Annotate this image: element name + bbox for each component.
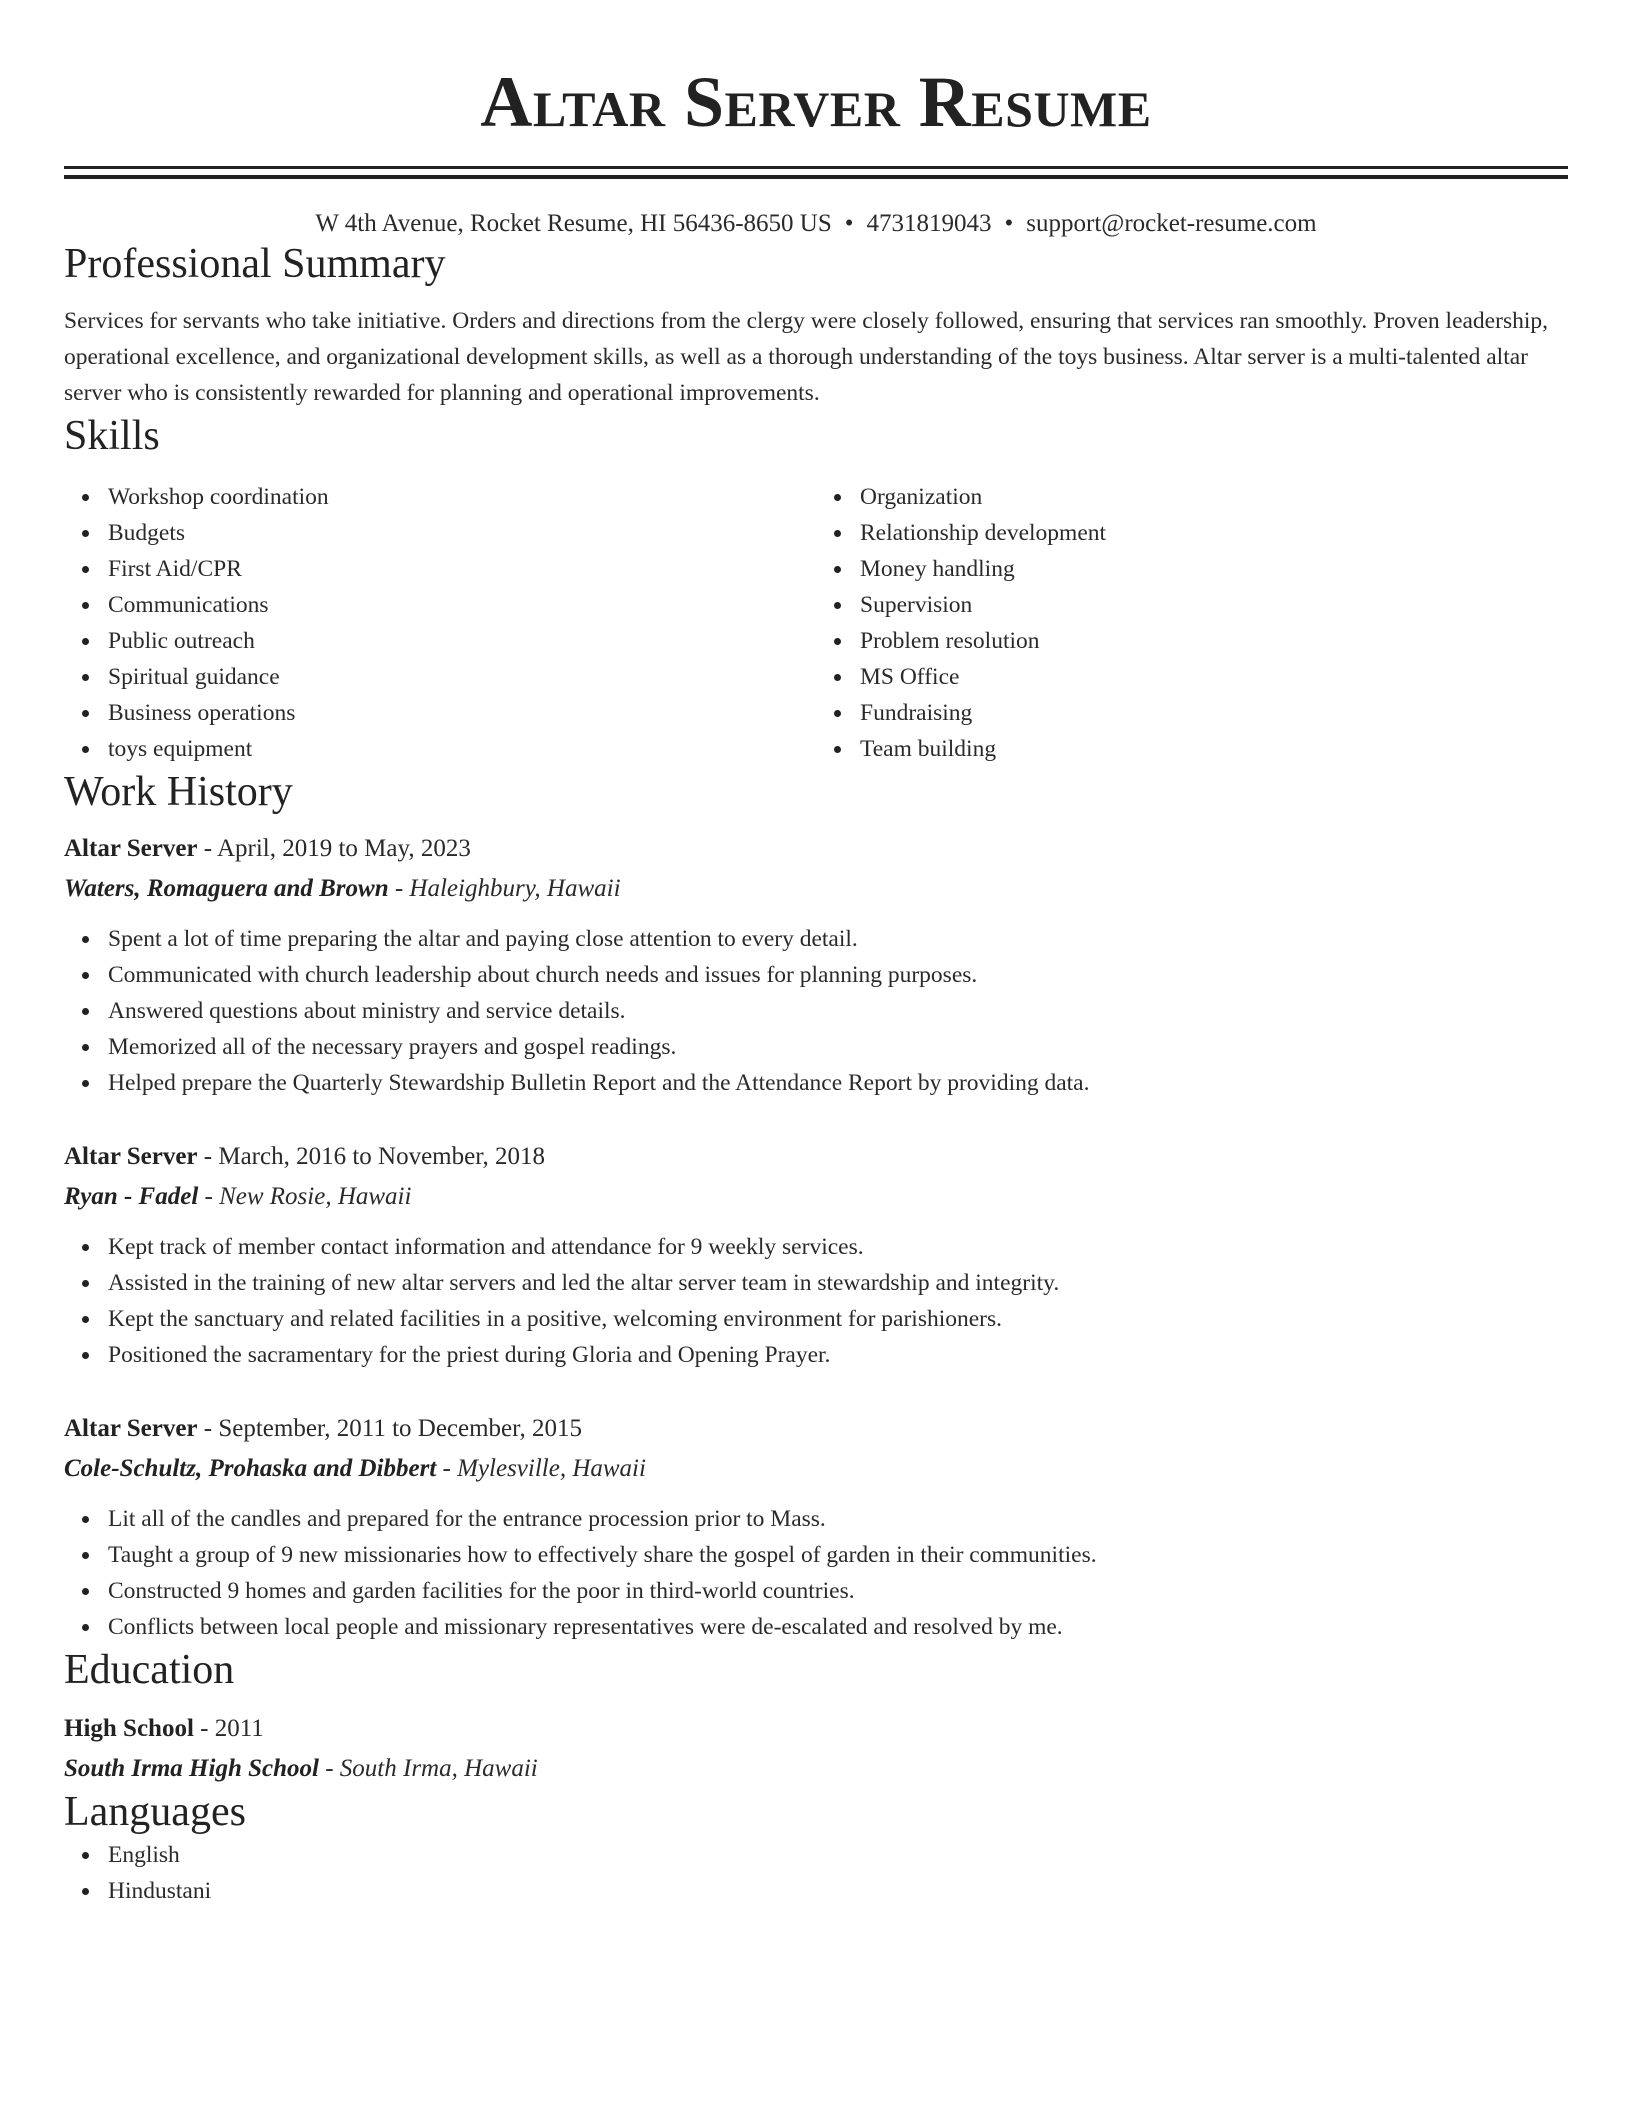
job-duty: Conflicts between local people and missionary representatives were de-escalated and resolved by me.: [108, 1609, 1568, 1645]
skill-item: Business operations: [108, 695, 816, 731]
job-title: Altar Server: [64, 1415, 198, 1442]
job-company-line: [64, 1451, 1568, 1487]
job-duties: [64, 921, 1568, 1101]
skill-item: Workshop coordination: [108, 479, 816, 515]
resume-title: Altar Server Resume: [480, 62, 1152, 142]
education-degree-line: [64, 1711, 1568, 1747]
languages-list: [64, 1837, 1568, 1909]
contact-line: [64, 209, 1568, 239]
skills-list-right: [816, 479, 1568, 767]
skill-item: Fundraising: [860, 695, 1568, 731]
languages-heading: Languages: [64, 1789, 246, 1835]
job-company: Cole-Schultz, Prohaska and Dibbert: [64, 1455, 437, 1482]
work-history-heading: Work History: [64, 769, 293, 815]
job-location: - Mylesville, Hawaii: [436, 1455, 646, 1482]
job-duty: Kept the sanctuary and related facilities in a positive, welcoming environment for parishioners.: [108, 1301, 1568, 1337]
skill-item: MS Office: [860, 659, 1568, 695]
skill-item: Money handling: [860, 551, 1568, 587]
education-school: South Irma High School: [64, 1755, 319, 1782]
education-location: - South Irma, Hawaii: [318, 1755, 538, 1782]
skills-columns: [64, 479, 1568, 767]
job-company: Ryan - Fadel: [64, 1183, 199, 1210]
job-location: - New Rosie, Hawaii: [198, 1183, 412, 1210]
skill-item: First Aid/CPR: [108, 551, 816, 587]
job-title-line: [64, 1139, 1568, 1175]
contact-phone: 4731819043: [866, 210, 992, 237]
title-double-rule: [64, 166, 1568, 179]
job-duty: Assisted in the training of new altar servers and led the altar server team in stewardship and integrity.: [108, 1265, 1568, 1301]
job-entry: [64, 1139, 1568, 1373]
education-school-line: [64, 1751, 1568, 1787]
skill-item: Team building: [860, 731, 1568, 767]
job-dates: - September, 2011 to December, 2015: [197, 1415, 582, 1442]
skill-item: Budgets: [108, 515, 816, 551]
job-duty: Communicated with church leadership about church needs and issues for planning purposes.: [108, 957, 1568, 993]
skill-item: Communications: [108, 587, 816, 623]
summary-heading: Professional Summary: [64, 241, 446, 287]
job-duty: Spent a lot of time preparing the altar and paying close attention to every detail.: [108, 921, 1568, 957]
job-title-line: [64, 1411, 1568, 1447]
contact-separator: •: [1004, 210, 1014, 237]
contact-email: support@rocket-resume.com: [1026, 210, 1317, 237]
job-duty: Memorized all of the necessary prayers and gospel readings.: [108, 1029, 1568, 1065]
skill-item: Relationship development: [860, 515, 1568, 551]
summary-text: Services for servants who take initiative. Orders and directions from the clergy were closely followed, ensuring that services ran smoothly. Proven leadership, operational excellence, and organizational development skills, as well as a thorough understanding of the toys business. Altar server is a multi-talented altar server who is consistently rewarded for planning and operational improvements.: [64, 308, 1548, 406]
education-heading: Education: [64, 1647, 235, 1693]
job-company-line: [64, 871, 1568, 907]
job-dates: - April, 2019 to May, 2023: [197, 835, 471, 862]
job-duties: [64, 1501, 1568, 1645]
education-degree: High School: [64, 1715, 194, 1742]
language-item: English: [108, 1837, 1568, 1873]
job-location: - Haleighbury, Hawaii: [388, 875, 621, 902]
skill-item: Spiritual guidance: [108, 659, 816, 695]
job-duty: Positioned the sacramentary for the priest during Gloria and Opening Prayer.: [108, 1337, 1568, 1373]
job-duty: Answered questions about ministry and service details.: [108, 993, 1568, 1029]
skill-item: Problem resolution: [860, 623, 1568, 659]
skill-item: Organization: [860, 479, 1568, 515]
education-year: - 2011: [193, 1715, 264, 1742]
job-entry: [64, 831, 1568, 1101]
job-duty: Lit all of the candles and prepared for the entrance procession prior to Mass.: [108, 1501, 1568, 1537]
job-duty: Taught a group of 9 new missionaries how to effectively share the gospel of garden in their communities.: [108, 1537, 1568, 1573]
job-duty: Helped prepare the Quarterly Stewardship Bulletin Report and the Attendance Report by providing data.: [108, 1065, 1568, 1101]
job-title: Altar Server: [64, 835, 198, 862]
contact-address: W 4th Avenue, Rocket Resume, HI 56436-8650 US: [315, 210, 832, 237]
job-dates: - March, 2016 to November, 2018: [197, 1143, 546, 1170]
job-company: Waters, Romaguera and Brown: [64, 875, 389, 902]
skill-item: Public outreach: [108, 623, 816, 659]
job-duty: Constructed 9 homes and garden facilities for the poor in third-world countries.: [108, 1573, 1568, 1609]
job-title-line: [64, 831, 1568, 867]
contact-separator: •: [844, 210, 854, 237]
job-entry: [64, 1411, 1568, 1645]
education-entry: [64, 1711, 1568, 1787]
job-title: Altar Server: [64, 1143, 198, 1170]
skill-item: toys equipment: [108, 731, 816, 767]
resume-page: [64, 0, 1568, 1909]
skill-item: Supervision: [860, 587, 1568, 623]
skills-list-left: [64, 479, 816, 767]
job-company-line: [64, 1179, 1568, 1215]
job-duties: [64, 1229, 1568, 1373]
skills-heading: Skills: [64, 413, 160, 459]
job-duty: Kept track of member contact information and attendance for 9 weekly services.: [108, 1229, 1568, 1265]
language-item: Hindustani: [108, 1873, 1568, 1909]
